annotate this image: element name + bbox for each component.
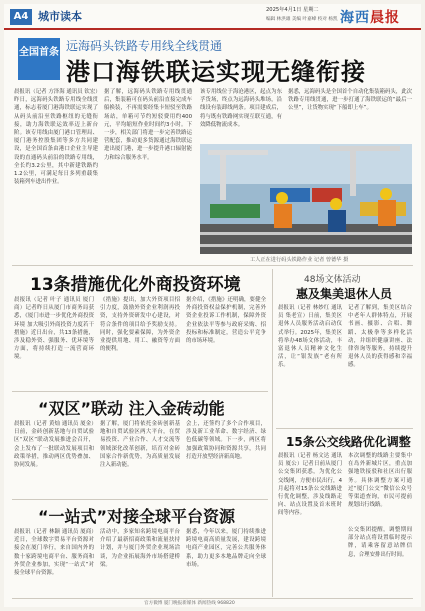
story3-column-2: 据了解，厦门将依托金砖创新基地和自贸试验区两大平台，在贸易投资、产业合作、人才交流等领域深化改革创新，培育对金砖国家合作新优势，为高质量发展注入新动能。 — [100, 421, 180, 469]
story6-column-2: 本次调整的线路主要集中在岛外新城片区，重点加强地铁接驳和社区出行服务。具体调整方案可通过“厦门公交”微信公众号等渠道查询，市民可提前规划出行线路。 — [348, 453, 412, 509]
story3-headline: “双区”联动 注入金砖动能 — [38, 399, 225, 418]
story5-column-2: 记者了解到，集美区结合中老年人群体特点，开展书画、摄影、合唱、舞蹈、太极拳等多样化活动，并组织健康讲座、法律咨询等服务，持续提升退休人员的获得感和幸福感。 — [348, 305, 412, 369]
issue-date: 2025年4月1日 星期二 — [266, 7, 319, 13]
lead-badge: 全国首条 — [18, 38, 60, 80]
lead-subtitle: 远海码头铁路专用线全线贯通 — [66, 39, 223, 53]
divider — [12, 391, 268, 392]
story4-column-2: 活动中，多家知名跨境电商平台介绍了最新招商政策和流量扶持计划，并与厦门外贸企业现场洽谈，为企业拓展海外市场搭建桥梁。 — [100, 529, 180, 568]
lead-headline: 港口海铁联运实现无缝衔接 — [66, 58, 366, 86]
page-number: A4 — [10, 9, 32, 25]
footer-text: 官方微博 厦门晚报新媒体 新闻热线 968820 — [144, 601, 235, 606]
story6-column-1: 晨报讯（记者 杨文达 通讯员 厦公）记者日前从厦门公交集团获悉，为优化公交线网，方便市民出行，4月起将对15条公交线路进行优化调整，涉及线路走向、站点设置及首末班时间等内容。 — [278, 453, 342, 517]
page-header — [4, 4, 421, 30]
story3-column-1: 晨报讯（记者 黄灿 通讯员 厦金）日前，金砖创新基地与自贸试验区“双区”联动发展推进会召开，会上发布了一批联动发展项目和政策举措，推动两区优势叠加、协同发展。 — [14, 421, 94, 469]
section-title: 城市读本 — [38, 10, 82, 23]
story2-column-2: 《措施》提出，加大外资项目招引力度，鼓励外资企业利润再投资，支持外资研发中心建设，对符合条件的项目给予奖励支持。同时，强化要素保障，为外资企业提供用地、用工、融资等方面的便利。 — [100, 297, 180, 353]
story2-column-3: 据介绍，《措施》还明确，要健全外商投资权益保护机制，完善外资企业投诉工作机制，保障外资企业依法平等参与政府采购、招投标和标准制定，营造公平竞争的市场环境。 — [186, 297, 266, 345]
story2-headline: 13条措施优化外商投资环境 — [30, 275, 241, 295]
lead-column-1: 晨报讯（记者 方泽海 通讯员 钦宏）昨日，远海码头铁路专用线全线贯通，标志着厦门港海铁联运实现了从码头前沿至铁路枢纽的无缝衔接，助力海铁联运效率迈上新台阶。该专用线由厦门港口管理局、厦门港务控股集团等多方共同建设，是全国首条由港口企业主导建设的直通码头前沿的铁路专用线，全长约3.2公里，其中新建铁路约1.2公里，可满足每日多列重载集装箱列车进出作业。 — [14, 89, 98, 186]
lead-column-4: 据悉，远海码头是全国首个自动化集装箱码头，此次铁路专用线贯通，进一步打通了海铁联运的“最后一公里”，让货物实现“下船即上车”。 — [288, 89, 412, 112]
story4-headline: “一站式”对接全球平台资源 — [38, 507, 236, 526]
newspaper-page — [4, 4, 421, 607]
story6-headline: 15条公交线路优化调整 — [286, 435, 411, 449]
lead-column-2: 据了解，远海码头铁路专用线贯通后，集装箱可在码头前沿直接完成车船换装，不再需要经集卡短驳至铁路场站，单箱可节约短驳费用约400元，平均缩短作业时间约3小时。下一步，相关部门将进一步完善铁路运营配套，推动更多货源通过海铁联运进出厦门港，进一步提升港口辐射能力和综合服务水平。 — [104, 89, 192, 161]
story6-column-3: 公交集团提醒，调整期间部分站点将设置临时提示牌，请乘客留意站牌信息，合理安排出行时间。 — [348, 527, 412, 558]
story5-subtitle: 48场文体活动 — [304, 275, 361, 285]
column-divider — [272, 269, 273, 597]
newspaper-logo: 海西晨报 — [340, 10, 400, 26]
story5-column-1: 晨报讯（记者 林妙红 通讯员 集老宣）日前，集美区退休人员服务活动启动仪式举行。2025年，集美区将举办48场文体活动，丰富退休人员精神文化生活，让“银发族”老有所乐。 — [278, 305, 342, 369]
story2-column-1: 晨报讯（记者 叶子 通讯员 厦门商）记者昨日从厦门市商务局获悉，《厦门市进一步优化外商投资环境 加大吸引外商投资力度若干措施》近日出台，共13条措施，涉及稳外资、强服务、优环境等方面，将持续打造一流营商环境。 — [14, 297, 94, 361]
divider — [12, 265, 413, 266]
divider — [276, 428, 413, 429]
story4-column-1: 晨报讯（记者 林颖 通讯员 厦商）近日，全球数字贸易平台资源对接会在厦门举行，来自国内外的数十家跨境电商平台、服务商和外贸企业参加，实现“一站式”对接全球平台资源。 — [14, 529, 94, 577]
divider — [12, 499, 268, 500]
photo-caption: 工人正在进行码头铁路作业 记者 曾德华 摄 — [250, 257, 349, 263]
story5-headline: 惠及集美退休人员 — [296, 287, 393, 301]
story3-column-3: 会上，还签约了多个合作项目，涉及新工业革命、数字经济、绿色低碳等领域。下一步，两区将加强政策协同和资源共享，共同打造开放型经济新高地。 — [186, 421, 266, 460]
editor-credits: 编辑 林洪雄 美编 叶嘉峰 校对 杨凯 — [266, 17, 338, 22]
footer-rule — [12, 598, 413, 599]
story4-column-3: 据悉，今年以来，厦门持续推进跨境电商高质量发展，建设跨境电商产业园区，完善公共服务体系，助力更多本地品牌走向全球市场。 — [186, 529, 266, 568]
lead-photo — [200, 144, 412, 254]
lead-column-3: 该专用线位于海沧港区，起点为东孚货场，终点为远海码头堆场，沿线设有装卸线两条。项目建成后，将与既有铁路网实现互联互通，有效降低物流成本。 — [200, 89, 282, 128]
